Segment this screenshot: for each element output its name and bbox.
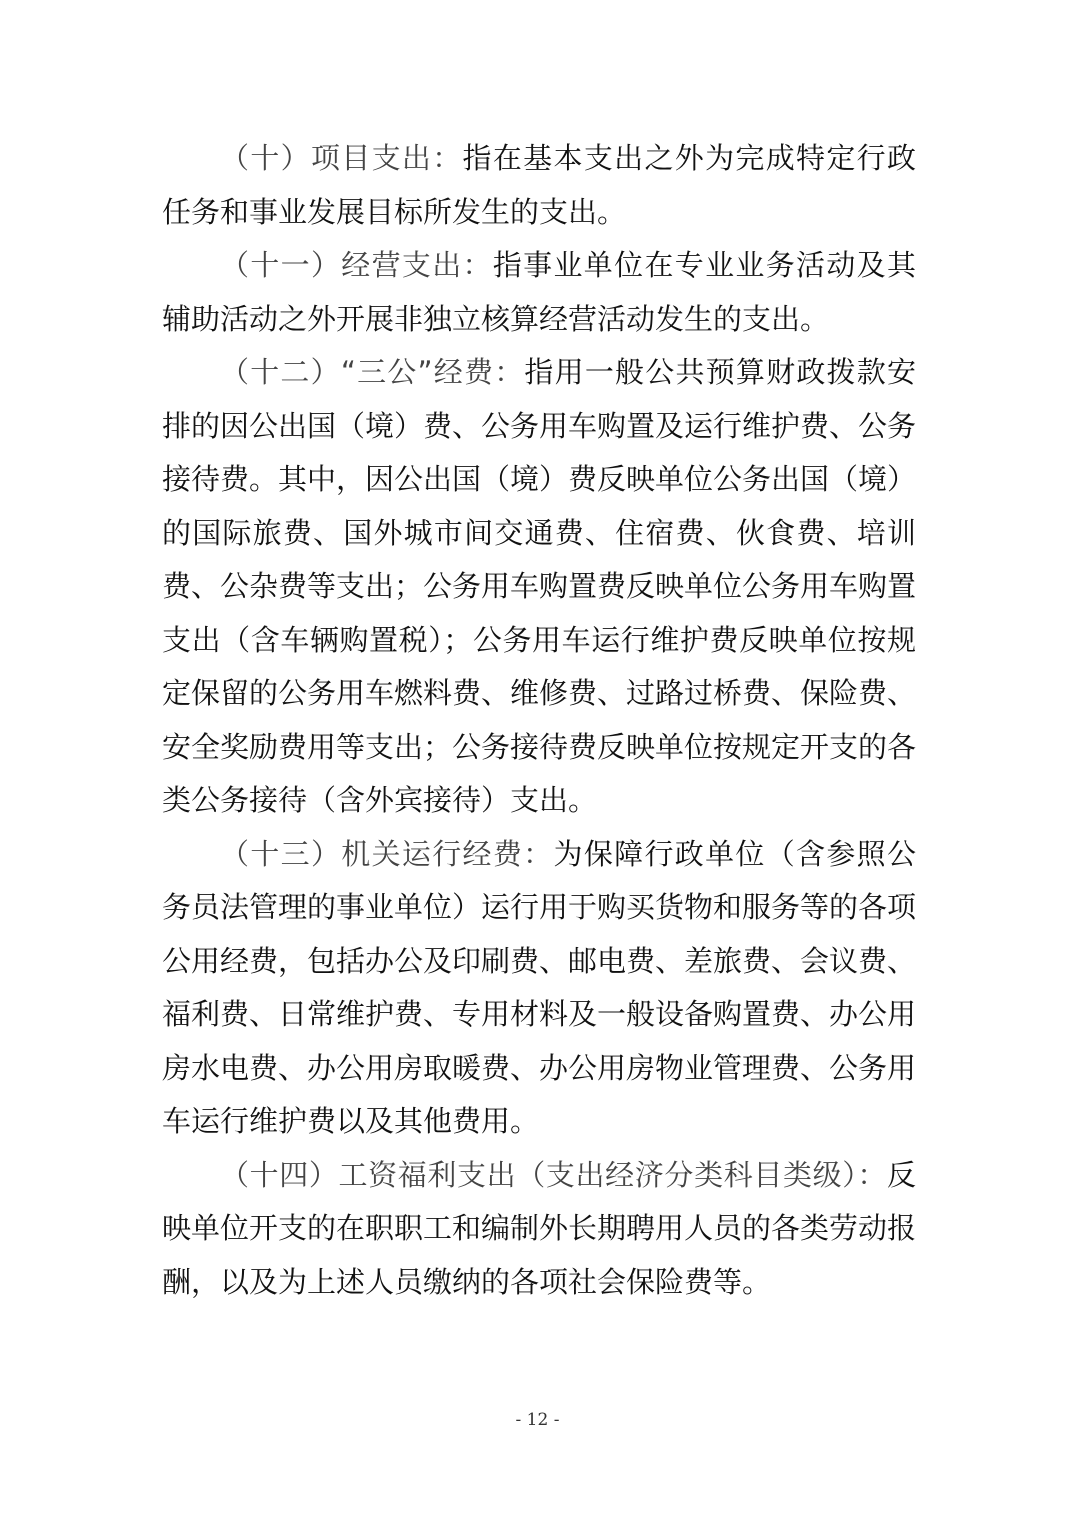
paragraph-heading: （十）项目支出：	[220, 141, 463, 175]
paragraph-text: 反映单位开支的在职职工和编制外长期聘用人员的各类劳动报酬，以及为上述人员缴纳的各项社会保险费等。	[162, 1157, 917, 1299]
paragraph-agency-operating-funds	[162, 828, 916, 1149]
document-body	[162, 132, 916, 1309]
paragraph-heading: （十一）经营支出：	[220, 248, 493, 282]
paragraph-wage-welfare-expenditure	[162, 1149, 916, 1310]
page-number: - 12 -	[515, 1410, 560, 1430]
paragraph-text: 指在基本支出之外为完成特定行政任务和事业发展目标所发生的支出。	[162, 141, 916, 229]
paragraph-text: 指用一般公共预算财政拨款安排的因公出国（境）费、公务用车购置及运行维护费、公务接待费。其中，因公出国（境）费反映单位公务出国（境）的国际旅费、国外城市间交通费、住宿费、伙食费、培训费、公杂费等支出；公务用车购置费反映单位公务用车购置支出（含车辆购置税）；公务用车运行维护费反映单位按规定保留的公务用车燃料费、维修费、过路过桥费、保险费、安全奖励费用等支出；公务接待费反映单位按规定开支的各类公务接待（含外宾接待）支出。	[162, 355, 917, 817]
paragraph-text: 为保障行政单位（含参照公务员法管理的事业单位）运行用于购买货物和服务等的各项公用经费，包括办公及印刷费、邮电费、差旅费、会议费、福利费、日常维护费、专用材料及一般设备购置费、办公用房水电费、办公用房取暖费、办公用房物业管理费、公务用车运行维护费以及其他费用。	[162, 836, 917, 1138]
paragraph-project-expenditure	[162, 132, 916, 239]
paragraph-three-public-expenses	[162, 346, 916, 828]
paragraph-text: 指事业单位在专业业务活动及其辅助活动之外开展非独立核算经营活动发生的支出。	[162, 248, 916, 336]
paragraph-heading: （十二）“三公”经费：	[220, 355, 525, 389]
paragraph-operating-expenditure	[162, 239, 916, 346]
paragraph-heading: （十四）工资福利支出（支出经济分类科目类级）：	[220, 1157, 887, 1192]
paragraph-heading: （十三）机关运行经费：	[220, 836, 554, 871]
